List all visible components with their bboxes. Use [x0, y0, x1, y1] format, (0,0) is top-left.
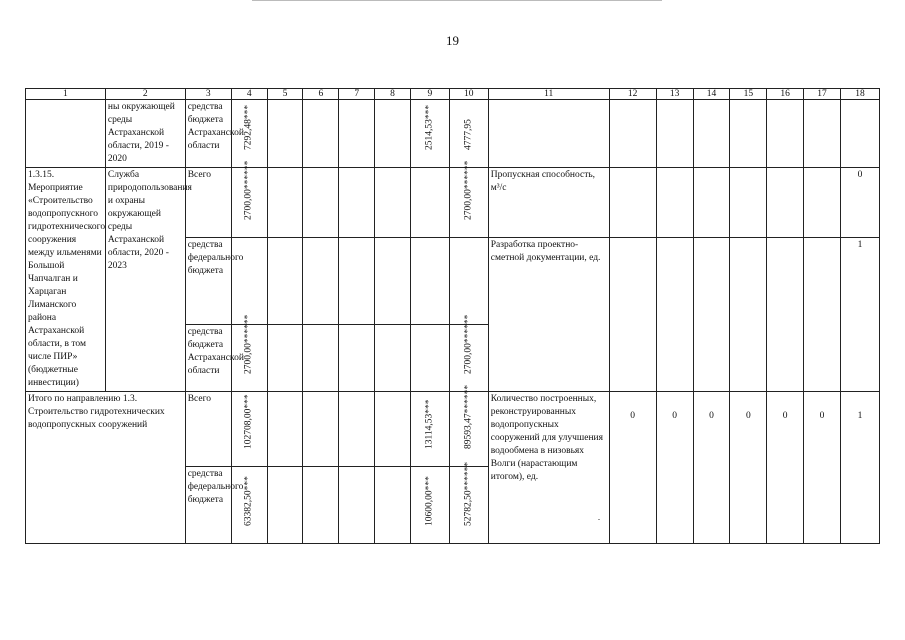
value-text: 89593,47****** [463, 384, 474, 449]
value-cell-col13: 0 [656, 392, 693, 544]
empty-cell [231, 238, 267, 325]
value-cell-col4 [231, 392, 267, 467]
value-text: 10600,00*** [424, 476, 435, 526]
empty-cell [609, 100, 656, 168]
empty-cell [339, 325, 375, 392]
empty-cell [375, 325, 411, 392]
header-cell: 17 [804, 89, 841, 100]
value-cell-col4 [231, 100, 267, 168]
value-cell-col10 [449, 384, 488, 467]
indicator-cell: Разработка проектно-сметной документации, ед. [488, 238, 609, 392]
header-cell: 10 [449, 89, 488, 100]
empty-cell [609, 168, 656, 238]
empty-cell [375, 238, 411, 325]
value-text: 102708,00*** [243, 394, 254, 449]
empty-cell [767, 100, 804, 168]
funding-source-cell: средства бюджета Астраханской области [185, 100, 231, 168]
empty-cell [267, 392, 303, 467]
value-cell-col9 [410, 467, 449, 544]
empty-cell [804, 168, 841, 238]
funding-source-cell: средства федерального бюджета [185, 467, 231, 544]
empty-cell [410, 238, 449, 325]
funding-source-cell: Всего [185, 392, 231, 467]
value-text: 2700,00****** [243, 314, 254, 374]
value-cell-col4 [231, 160, 267, 238]
empty-cell [303, 325, 339, 392]
header-cell: 13 [656, 89, 693, 100]
empty-cell [804, 238, 841, 392]
header-cell: 2 [105, 89, 185, 100]
empty-cell [375, 392, 411, 467]
funding-source-cell: средства федерального бюджета [185, 238, 231, 325]
header-cell: 18 [840, 89, 879, 100]
header-cell: 4 [231, 89, 267, 100]
table-row [26, 168, 880, 238]
empty-cell [267, 100, 303, 168]
header-cell: 6 [303, 89, 339, 100]
empty-cell [656, 100, 693, 168]
empty-cell [730, 238, 767, 392]
empty-cell [656, 238, 693, 392]
value-cell-col10 [449, 461, 488, 544]
empty-cell [303, 238, 339, 325]
indicator-cell: Пропускная способность, м³/с [488, 168, 609, 238]
value-cell-col10 [449, 314, 488, 392]
empty-cell [303, 168, 339, 238]
empty-cell [375, 168, 411, 238]
funding-source-cell: средства бюджета Астраханской области [185, 325, 231, 392]
empty-cell [767, 168, 804, 238]
measure-cell: 1.3.15. Мероприятие «Строительство водопропускного гидротехнического сооружения между ильменями Большой Чапчалган и Харцаган Лиманского района Астраханской области, в том числе ПИР» (бюджетные инвестиции) [26, 168, 106, 392]
empty-cell [693, 238, 730, 392]
empty-cell [303, 467, 339, 544]
empty-cell [410, 325, 449, 392]
empty-cell [693, 100, 730, 168]
empty-cell [339, 467, 375, 544]
value-text: 2514,53*** [424, 104, 435, 150]
value-text: 7292,48*** [243, 104, 254, 150]
value-cell-col16: 0 [767, 392, 804, 544]
header-cell: 7 [339, 89, 375, 100]
empty-cell [375, 467, 411, 544]
header-cell: 16 [767, 89, 804, 100]
total-label-cell: Итого по направлению 1.3. Строительство гидротехнических водопропускных сооружений [26, 392, 186, 544]
value-text: 52782,50****** [463, 461, 474, 526]
value-cell-col18: 0 [840, 168, 879, 238]
value-cell-col9 [410, 100, 449, 168]
value-cell-col14: 0 [693, 392, 730, 544]
empty-cell [267, 325, 303, 392]
header-cell: 14 [693, 89, 730, 100]
value-text: 63382,50*** [243, 476, 254, 526]
value-cell-col10 [449, 100, 488, 168]
indicator-cell [488, 100, 609, 168]
value-cell-col18: 1 [840, 238, 879, 392]
header-row [26, 89, 880, 100]
value-cell-col10 [449, 160, 488, 238]
empty-cell [693, 168, 730, 238]
value-text: 13114,53*** [424, 399, 435, 449]
header-cell: 1 [26, 89, 106, 100]
empty-cell [339, 238, 375, 325]
value-cell-col9 [410, 392, 449, 467]
value-text: 2700,00****** [463, 160, 474, 220]
value-text: 2700,00****** [243, 160, 254, 220]
value-text: 4777,95 [463, 119, 474, 150]
value-cell-col4 [231, 314, 267, 392]
empty-cell [840, 100, 879, 168]
empty-cell [339, 100, 375, 168]
empty-cell [730, 168, 767, 238]
executor-cell: Служба природопользования и охраны окружающей среды Астраханской области, 2020 - 2023 [105, 168, 185, 392]
header-cell: 9 [410, 89, 449, 100]
header-cell: 5 [267, 89, 303, 100]
value-cell-col17: 0 [804, 392, 841, 544]
empty-cell [804, 100, 841, 168]
table-row [26, 100, 880, 168]
funding-source-cell: Всего [185, 168, 231, 238]
value-cell-col15: 0 [730, 392, 767, 544]
value-cell-col4 [231, 467, 267, 544]
scan-speck [598, 519, 600, 520]
table-row [26, 392, 880, 467]
header-cell: 12 [609, 89, 656, 100]
empty-cell [339, 392, 375, 467]
header-cell: 3 [185, 89, 231, 100]
measure-cell [26, 100, 106, 168]
empty-cell [375, 100, 411, 168]
empty-cell [449, 238, 488, 325]
indicator-cell: Количество построенных, реконструированных водопропускных сооружений для улучшения водообмена в низовьях Волги (нарастающим итогом), ед. [488, 392, 609, 544]
header-cell: 8 [375, 89, 411, 100]
empty-cell [767, 238, 804, 392]
empty-cell [656, 168, 693, 238]
value-cell-col18: 1 [840, 392, 879, 544]
empty-cell [730, 100, 767, 168]
page-number: 19 [446, 33, 459, 48]
value-text: 2700,00****** [463, 314, 474, 374]
empty-cell [609, 238, 656, 392]
header-cell: 11 [488, 89, 609, 100]
header-cell: 15 [730, 89, 767, 100]
empty-cell [267, 238, 303, 325]
empty-cell [303, 100, 339, 168]
budget-table [25, 88, 880, 544]
top-rule [252, 0, 662, 1]
empty-cell [303, 392, 339, 467]
executor-cell: ны окружающей среды Астраханской области, 2019 - 2020 [105, 100, 185, 168]
empty-cell [410, 168, 449, 238]
value-cell-col12: 0 [609, 392, 656, 544]
empty-cell [267, 168, 303, 238]
empty-cell [339, 168, 375, 238]
empty-cell [267, 467, 303, 544]
